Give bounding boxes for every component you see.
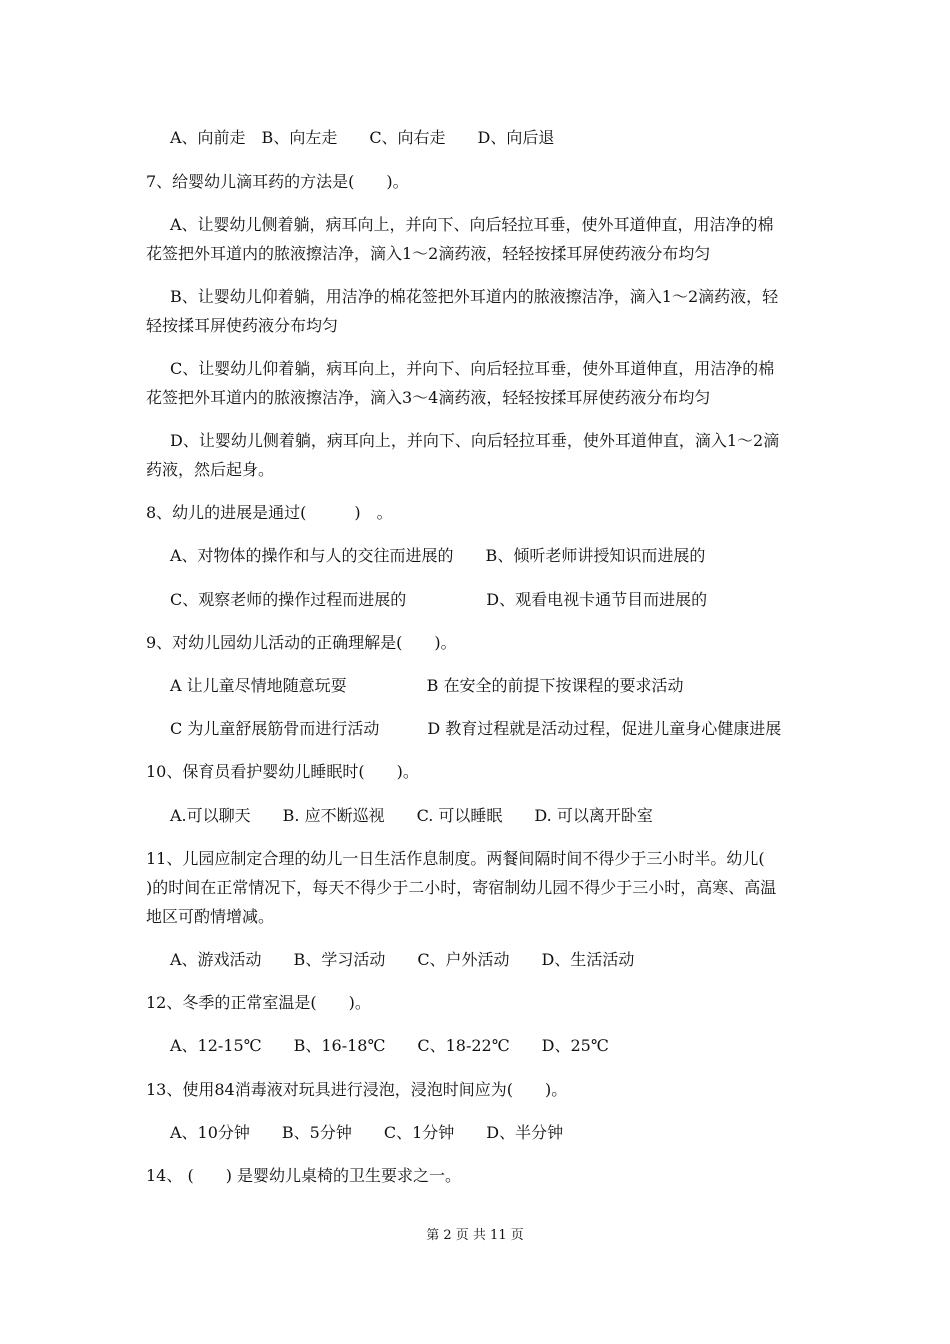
q8-options-ab: A、对物体的操作和与人的交往而进展的 B、倾听老师讲授知识而进展的 [170, 546, 706, 565]
q13-stem: 13、使用84消毒液对玩具进行浸泡，浸泡时间应为( )。 [146, 1080, 568, 1099]
q10-stem: 10、保育员看护婴幼儿睡眠时( )。 [146, 762, 419, 781]
q9-stem: 9、对幼儿园幼儿活动的正确理解是( )。 [146, 633, 457, 652]
q10-options: A.可以聊天 B. 应不断巡视 C. 可以睡眠 D. 可以离开卧室 [170, 806, 653, 825]
q12-stem: 12、冬季的正常室温是( )。 [146, 993, 371, 1012]
q13-options: A、10分钟 B、5分钟 C、1分钟 D、半分钟 [170, 1123, 564, 1142]
q9-options-cd: C 为儿童舒展筋骨而进行活动 D 教育过程就是活动过程，促进儿童身心健康进展 [170, 719, 782, 738]
q12-options: A、12-15℃ B、16-18℃ C、18-22℃ D、25℃ [170, 1036, 609, 1055]
q11-stem-line1: 11、儿园应制定合理的幼儿一日生活作息制度。两餐间隔时间不得少于三小时半。幼儿( [146, 849, 765, 868]
q7-option-d-line2: 药液，然后起身。 [146, 460, 275, 479]
q7-option-b-line2: 轻按揉耳屏使药液分布均匀 [146, 316, 339, 335]
q7-option-a-line1: A、让婴幼儿侧着躺，病耳向上，并向下、向后轻拉耳垂，使外耳道伸直，用洁净的棉 [170, 215, 774, 234]
q7-option-c-line2: 花签把外耳道内的脓液擦洁净，滴入3～4滴药液，轻轻按揉耳屏使药液分布均匀 [146, 388, 711, 407]
q14-stem: 14、 ( ) 是婴幼儿桌椅的卫生要求之一。 [146, 1166, 462, 1185]
q9-options-ab: A 让儿童尽情地随意玩耍 B 在安全的前提下按课程的要求活动 [170, 676, 684, 695]
q7-option-b-line1: B、让婴幼儿仰着躺，用洁净的棉花签把外耳道内的脓液擦洁净，滴入1～2滴药液，轻 [170, 287, 779, 306]
q8-options-cd: C、观察老师的操作过程而进展的 D、观看电视卡通节目而进展的 [170, 590, 708, 609]
q7-option-a-line2: 花签把外耳道内的脓液擦洁净，滴入1～2滴药液，轻轻按揉耳屏使药液分布均匀 [146, 244, 711, 263]
q6-options: A、向前走 B、向左走 C、向右走 D、向后退 [170, 128, 555, 147]
q7-option-d-line1: D、让婴幼儿侧着躺，病耳向上，并向下、向后轻拉耳垂，使外耳道伸直，滴入1～2滴 [170, 431, 780, 450]
q11-stem-line3: 地区可酌情增减。 [146, 907, 275, 926]
page-footer: 第 2 页 共 11 页 [426, 1228, 524, 1243]
q11-options: A、游戏活动 B、学习活动 C、户外活动 D、生活活动 [170, 950, 635, 969]
q7-option-c-line1: C、让婴幼儿仰着躺，病耳向上，并向下、向后轻拉耳垂，使外耳道伸直，用洁净的棉 [170, 359, 775, 378]
q8-stem: 8、幼儿的进展是通过( ) 。 [146, 503, 393, 522]
q11-stem-line2: )的时间在正常情况下，每天不得少于二小时，寄宿制幼儿园不得少于三小时，高寒、高温 [146, 878, 777, 897]
q7-stem: 7、给婴幼儿滴耳药的方法是( )。 [146, 172, 409, 191]
